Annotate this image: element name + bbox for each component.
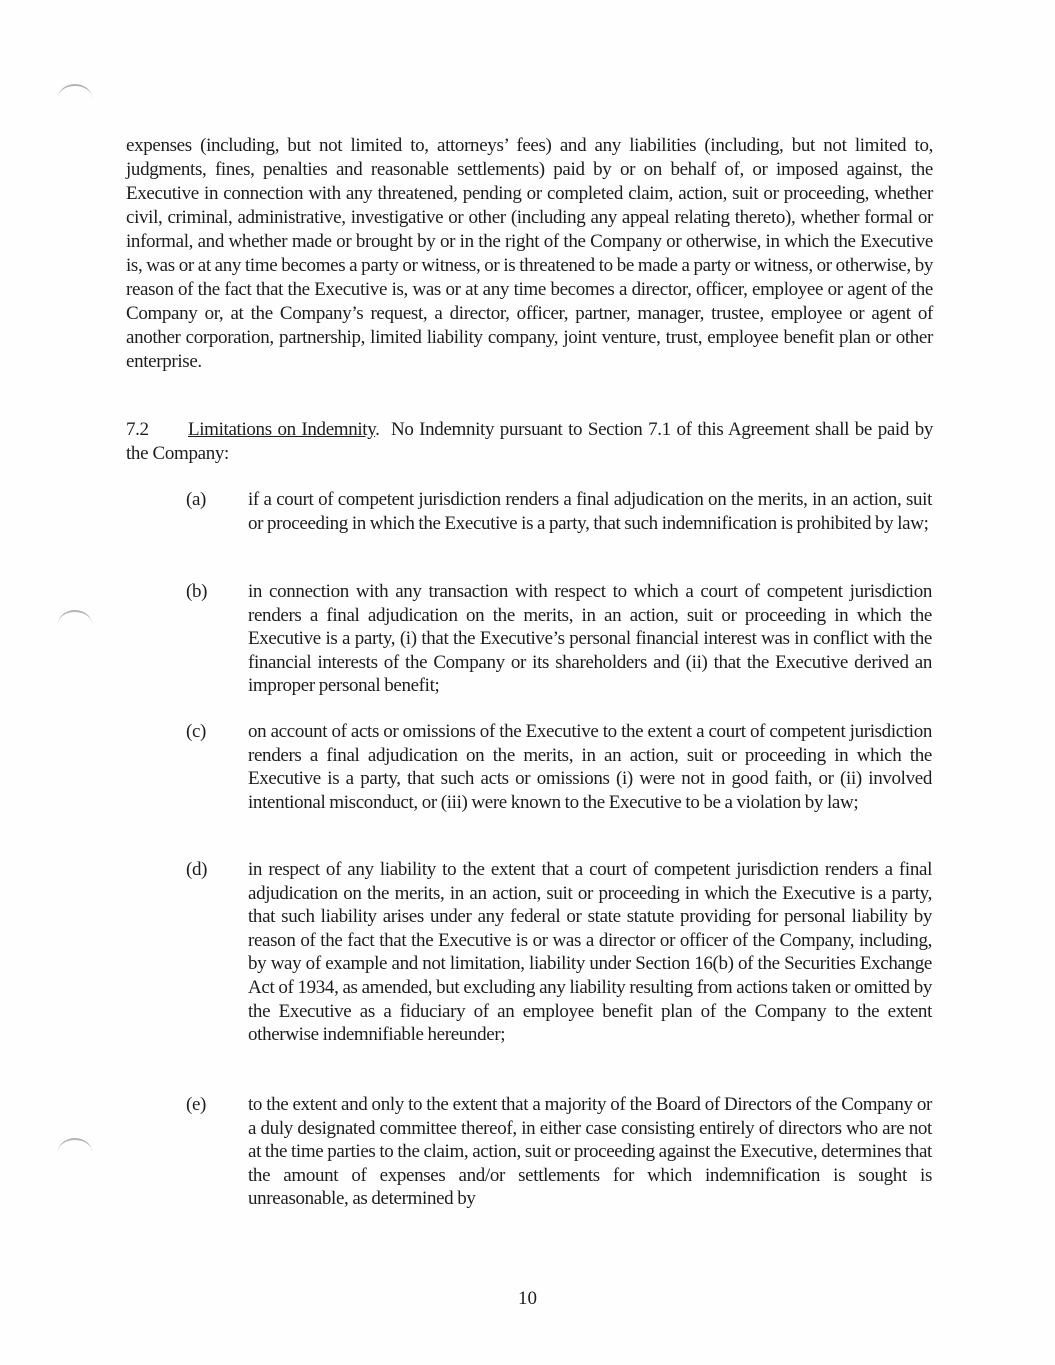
section-lead-text: No Indemnity pursuant to Section 7.1 of this Agreement shall be paid by the Company: [126,419,933,464]
binder-hole-mark-icon [58,84,92,98]
item-label: (d) [186,859,208,880]
list-item-d [186,858,932,1047]
item-label: (c) [186,721,207,742]
list-item-c [186,720,932,814]
section-title-period: . [375,419,380,440]
section-title: Limitations on Indemnity [188,419,376,440]
item-text: in connection with any transaction with respect to which a court of competent jurisdiction renders a final adjudication on the merits, in an action, suit or proceeding in which the Executive is a party, (i) that the Executive’s personal financial interest was in conflict with the financial interests of the Company or its shareholders and (ii) that the Executive derived an improper personal benefit; [248,581,932,697]
list-item-a [186,488,932,535]
item-text: on account of acts or omissions of the Executive to the extent a court of competent jurisdiction renders a final adjudication on the merits, in an action, suit or proceeding in which the Executive is a party, that such acts or omissions (i) were not in good faith, or (ii) involved intentional misconduct, or (iii) were known to the Executive to be a violation by law; [248,721,932,813]
binder-hole-mark-icon [58,610,92,624]
section-number: 7.2 [126,419,149,440]
item-label: (a) [186,489,207,510]
list-item-e [186,1093,932,1211]
intro-paragraph: expenses (including, but not limited to, attorneys’ fees) and any liabilities (including, but not limited to, judgments, fines, penalties and reasonable settlements) paid by or on behalf of, or imposed against, the Executive in connection with any threatened, pending or completed claim, action, suit or proceeding, whether civil, criminal, administrative, investigative or other (including any appeal relating thereto), whether formal or informal, and whether made or brought by or in the right of the Company or otherwise, in which the Executive is, was or at any time becomes a party or witness, or is threatened to be made a party or witness, or otherwise, by reason of the fact that the Executive is, was or at any time becomes a director, officer, employee or agent of the Company or, at the Company’s request, a director, officer, partner, manager, trustee, employee or agent of another corporation, partnership, limited liability company, joint venture, trust, employee benefit plan or other enterprise. [126,135,933,372]
section-7-2-heading [126,418,933,466]
item-text: to the extent and only to the extent that a majority of the Board of Directors of the Company or a duly designated committee thereof, in either case consisting entirely of directors who are not at the time parties to the claim, action, suit or proceeding against the Executive, determines that the amount of expenses and/or settlements for which indemnification is sought is unreasonable, as determined by [248,1094,932,1210]
page-number: 10 [518,1288,537,1309]
binder-hole-mark-icon [58,1138,92,1152]
item-label: (b) [186,581,208,602]
list-item-b [186,580,932,698]
item-text: if a court of competent jurisdiction renders a final adjudication on the merits, in an action, suit or proceeding in which the Executive is a party, that such indemnification is prohibited by law; [248,489,932,534]
item-label: (e) [186,1094,207,1115]
item-text: in respect of any liability to the extent that a court of competent jurisdiction renders a final adjudication on the merits, in an action, suit or proceeding in which the Executive is a party, that such liability arises under any federal or state statute providing for personal liability by reason of the fact that the Executive is or was a director or officer of the Company, including, by way of example and not limitation, liability under Section 16(b) of the Securities Exchange Act of 1934, as amended, but excluding any liability resulting from actions taken or omitted by the Executive as a fiduciary of an employee benefit plan of the Company to the extent otherwise indemnifiable hereunder; [248,859,932,1046]
